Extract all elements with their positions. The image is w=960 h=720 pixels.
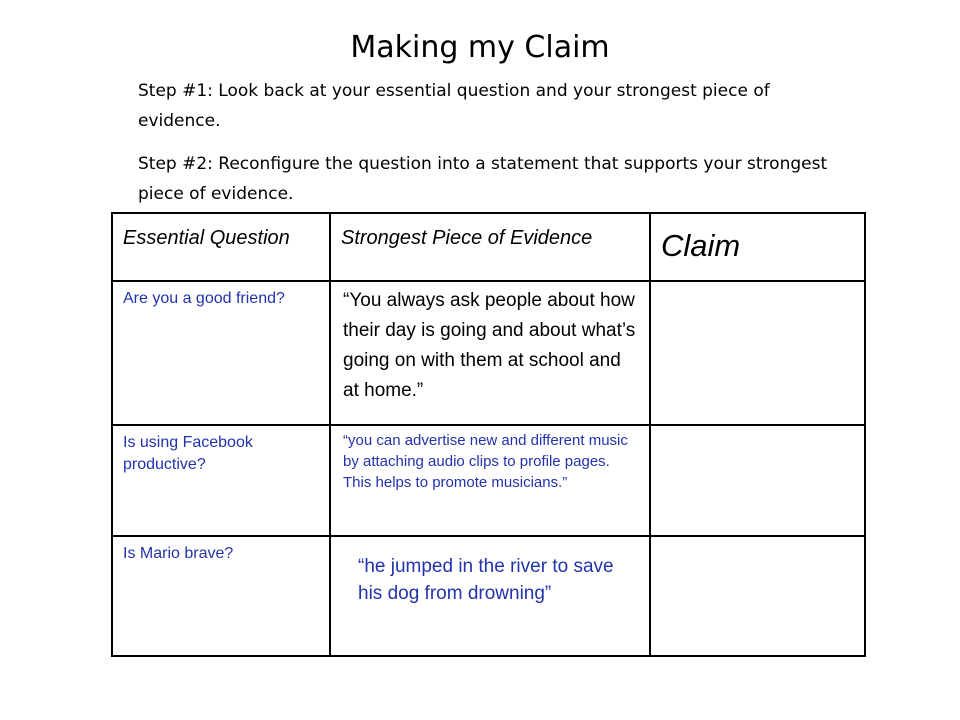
step-2-instruction: Step #2: Reconfigure the question into a statement that supports your strongest piece of evidence. [138,154,828,204]
header-claim: Claim [650,213,865,281]
table-row [112,536,865,656]
step-1-instruction: Step #1: Look back at your essential question and your strongest piece of evidence. [138,81,770,131]
claim-table [111,212,866,657]
claim-cell[interactable] [650,425,865,536]
table-row [112,425,865,536]
header-essential-question: Essential Question [112,213,330,281]
evidence-cell: “you can advertise new and different music by attaching audio clips to profile pages. This helps to promote musicians.” [330,425,650,536]
evidence-cell: “he jumped in the river to save his dog from drowning” [330,536,650,656]
claim-cell[interactable] [650,536,865,656]
header-strongest-evidence: Strongest Piece of Evidence [330,213,650,281]
table-row [112,281,865,425]
page-title: Making my Claim [350,30,610,65]
question-cell: Is Mario brave? [112,536,330,656]
question-cell: Are you a good friend? [112,281,330,425]
claim-cell[interactable] [650,281,865,425]
table-header-row [112,213,865,281]
question-cell: Is using Facebook productive? [112,425,330,536]
evidence-cell: “You always ask people about how their day is going and about what’s going on with them at school and at home.” [330,281,650,425]
